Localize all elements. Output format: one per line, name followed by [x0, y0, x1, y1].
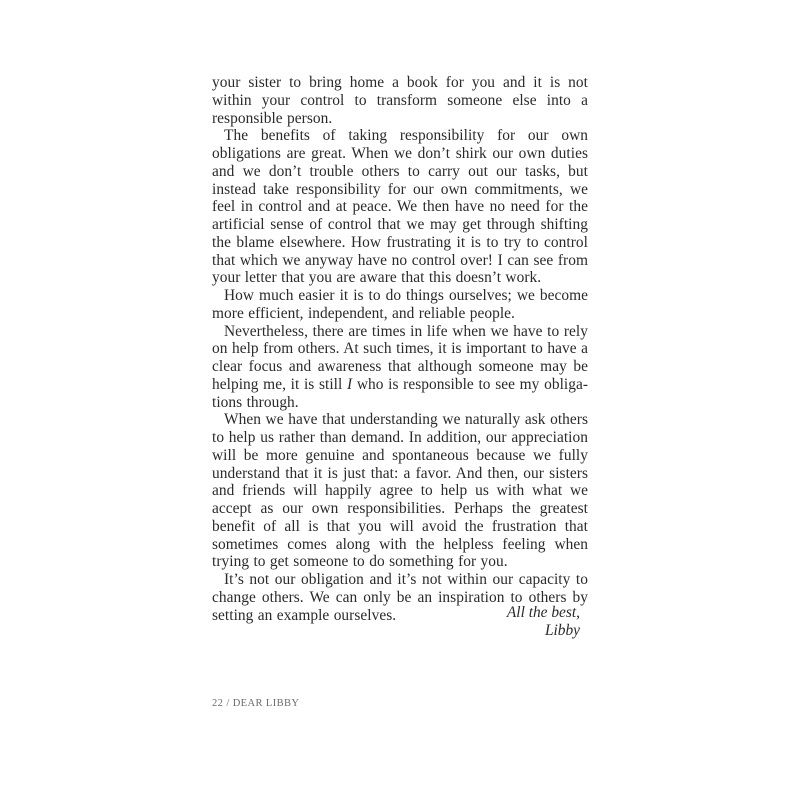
paragraph-text: It’s not our obligation and it’s not within our capacity to change others. We can only be an inspiration to others by setting an example ourselves.: [212, 571, 588, 624]
paragraph-text: your sister to bring home a book for you and it is not within your control to transform someone else into a responsible person.: [212, 74, 588, 127]
letter-body: [212, 74, 588, 624]
paragraph-text: How much easier it is to do things ourselves; we become more efficient, independent, and reliable people.: [212, 287, 588, 322]
paragraph-text: When we have that understanding we naturally ask others to help us rather than demand. In addition, our appreciation will be more genuine and spontaneous because we fully understand that it is just that: a favor. And then, our sisters and friends will happily agree to help us with what we accept as our own responsibilities. Perhaps the greatest benefit of all is that you will avoid the frustration that sometimes comes along with the helpless feeling when trying to get someone to do something for you.: [212, 411, 588, 571]
paragraph-3: [212, 287, 588, 323]
paragraph-text: Nevertheless, there are times in life when we have to rely on help from others. At such times, it is important to have a clear focus and awareness that although someone may be helping me, it is still: [212, 322, 588, 393]
paragraph-text: The benefits of taking responsibility for our own obligations are great. When we don’t shirk our own duties and we don’t trouble others to carry out our tasks, but instead take responsibility for our own commitments, we feel in control and at peace. We then have no need for the artificial sense of control that we may get through shifting the blame elsewhere. How frustrating it is to try to control that which we anyway have no control over! I can see from your letter that you are aware that this doesn’t work.: [212, 127, 588, 287]
signoff: [507, 604, 580, 640]
page-number: 22: [212, 698, 224, 709]
signoff-name: Libby: [544, 622, 580, 639]
paragraph-text: who is responsible to see my obligations through.: [212, 375, 588, 411]
paragraph-4: [212, 323, 588, 412]
paragraph-1: [212, 74, 588, 127]
emphasized-word: I: [346, 375, 353, 393]
running-title: DEAR LIBBY: [232, 698, 300, 709]
paragraph-5: [212, 411, 588, 571]
footer-separator: /: [223, 698, 233, 709]
signoff-closing: All the best,: [506, 604, 580, 621]
paragraph-2: [212, 127, 588, 287]
page-footer: [212, 698, 299, 709]
